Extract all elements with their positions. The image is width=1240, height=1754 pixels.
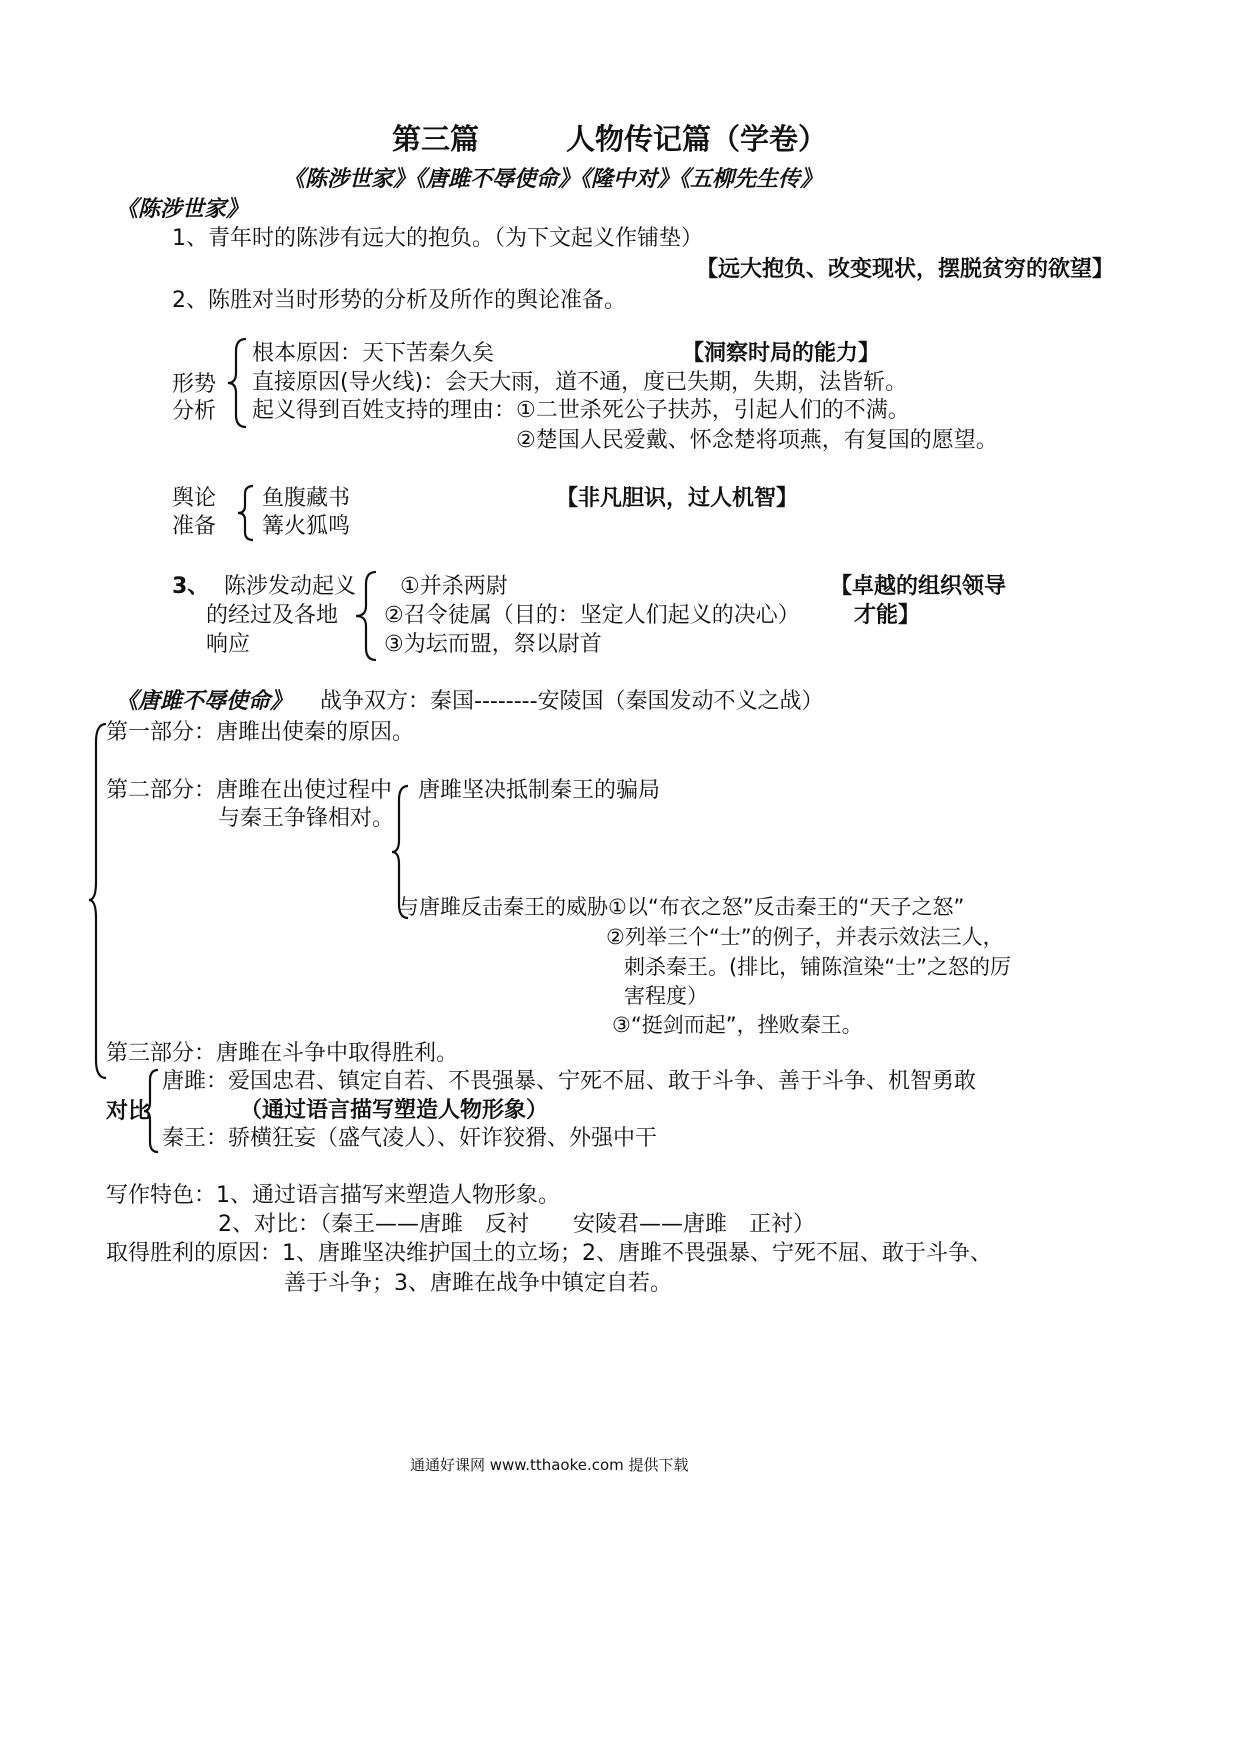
item3-note-1: 【卓越的组织领导 xyxy=(830,574,1007,599)
item3-step-1: ①并杀两尉 xyxy=(400,574,508,599)
part-2-line-1: 第二部分：唐雎在出使过程中 xyxy=(106,778,393,803)
chenshe-note-1: 【远大抱负、改变现状，摆脱贫穷的欲望】 xyxy=(696,257,1115,282)
chenshe-item-1: 1、青年时的陈涉有远大的抱负。（为下文起义作铺垫） xyxy=(172,226,703,251)
page-subtitle: 《陈涉世家》《唐雎不辱使命》《隆中对》《五柳先生传》 xyxy=(283,167,823,192)
xingshi-line-2: 直接原因(导火线)：会天大雨，道不通，度已失期，失期，法皆斩。 xyxy=(252,370,908,395)
page-footer: 通通好课网 www.tthaoke.com 提供下载 xyxy=(410,1456,689,1474)
item3-label-1: 陈涉发动起义 xyxy=(224,574,357,599)
page-title: 第三篇 人物传记篇（学卷） xyxy=(392,122,828,156)
yulun-note: 【非凡胆识，过人机智】 xyxy=(556,486,799,511)
item3-number: 3、 xyxy=(172,574,210,599)
part-2-c-1: ②列举三个“士”的例子，并表示效法三人， xyxy=(606,925,1004,949)
yulun-line-1: 鱼腹藏书 xyxy=(262,486,351,511)
section-heading-tangju: 《唐雎不辱使命》 xyxy=(116,689,293,714)
chenshe-item-2: 2、陈胜对当时形势的分析及所作的舆论准备。 xyxy=(172,288,626,313)
xingshi-line-1: 根本原因：天下苦秦久矣 xyxy=(252,341,495,366)
yulun-line-2: 篝火狐鸣 xyxy=(262,514,351,539)
compare-label: 对比 xyxy=(106,1099,151,1124)
part-1: 第一部分：唐雎出使秦的原因。 xyxy=(106,720,415,745)
part-2-c-2: 刺杀秦王。(排比，铺陈渲染“士”之怒的厉 xyxy=(624,955,1011,979)
part-2-line-2: 与秦王争锋相对。 xyxy=(218,806,395,831)
item3-label-2: 的经过及各地 xyxy=(206,603,339,628)
item3-brace xyxy=(354,570,380,662)
yulun-label-1: 舆论 xyxy=(172,486,217,511)
compare-qinwang: 秦王：骄横狂妄（盛气凌人）、奸诈狡猾、外强中干 xyxy=(162,1126,658,1151)
yulun-label-2: 准备 xyxy=(172,514,217,539)
compare-tangju: 唐雎：爱国忠君、镇定自若、不畏强暴、宁死不屈、敢于斗争、善于斗争、机智勇敢 xyxy=(162,1069,977,1094)
xingshi-label-2: 分析 xyxy=(172,399,217,424)
item3-step-2: ②召令徒属（目的：坚定人们起义的决心） xyxy=(384,603,800,628)
feature-2: 2、对比：（秦王——唐雎 反衬 安陵君——唐雎 正衬） xyxy=(218,1212,815,1237)
part-3: 第三部分：唐雎在斗争中取得胜利。 xyxy=(106,1041,459,1066)
item3-label-3: 响应 xyxy=(206,632,251,657)
reason-1: 取得胜利的原因：1、唐雎坚决维护国土的立场；2、唐雎不畏强暴、宁死不屈、敢于斗争、 xyxy=(106,1241,992,1266)
xingshi-line-4: ②楚国人民爱戴、怀念楚将项燕，有复国的愿望。 xyxy=(516,428,998,453)
compare-note: （通过语言描写塑造人物形象） xyxy=(240,1098,549,1123)
xingshi-brace xyxy=(226,337,250,429)
part-2-b: 与唐雎反击秦王的威胁①以“布衣之怒”反击秦王的“天子之怒” xyxy=(398,895,965,919)
xingshi-line-3: 起义得到百姓支持的理由：①二世杀死公子扶苏，引起人们的不满。 xyxy=(252,398,910,423)
item3-note-2: 才能】 xyxy=(854,603,921,628)
reason-2: 善于斗争；3、唐雎在战争中镇定自若。 xyxy=(284,1271,672,1296)
part-2-a: 唐雎坚决抵制秦王的骗局 xyxy=(418,778,661,803)
item3-step-3: ③为坛而盟，祭以尉首 xyxy=(384,632,602,657)
part-2-c-3: 害程度） xyxy=(624,984,708,1008)
section-heading-chenshe: 《陈涉世家》 xyxy=(116,197,249,222)
war-parties: 战争双方：秦国--------安陵国（秦国发动不义之战） xyxy=(320,689,824,714)
xingshi-label-1: 形势 xyxy=(172,372,217,397)
part-2-d: ③“挺剑而起”，挫败秦王。 xyxy=(612,1013,863,1037)
yulun-brace xyxy=(236,484,256,542)
xingshi-note: 【洞察时局的能力】 xyxy=(682,341,881,366)
parts-brace xyxy=(88,722,110,1080)
feature-1: 写作特色：1、通过语言描写来塑造人物形象。 xyxy=(106,1183,560,1208)
